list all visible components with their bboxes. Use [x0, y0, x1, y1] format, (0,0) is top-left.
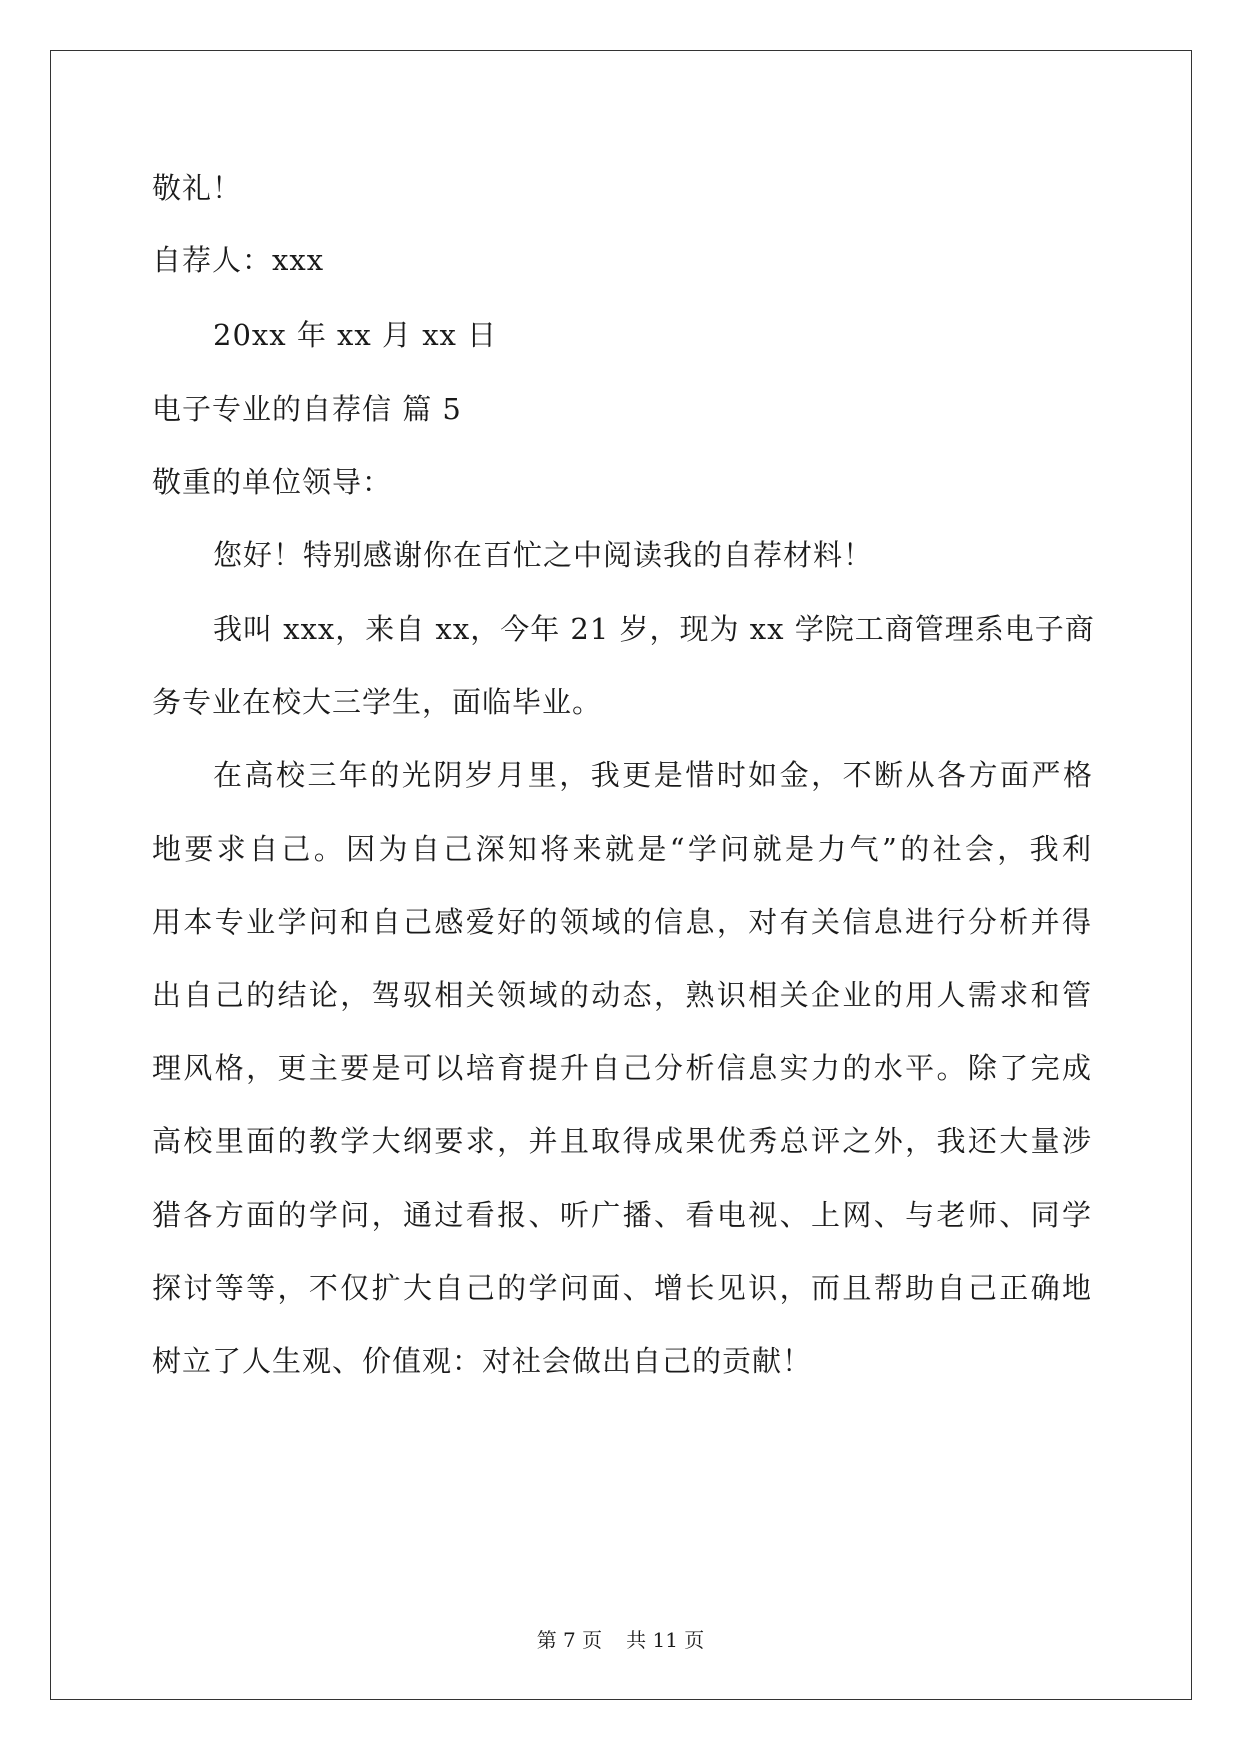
paragraph-line: 出自己的结论，驾驭相关领域的动态，熟识相关企业的用人需求和管: [152, 978, 1092, 1012]
page-footer: [0, 1627, 1241, 1653]
paragraph-line: 您好！特别感谢你在百忙之中阅读我的自荐材料！: [213, 538, 874, 572]
closing-line: 敬礼！: [152, 171, 243, 205]
section-title: 电子专业的自荐信 篇 5: [152, 392, 462, 426]
paragraph-line: 探讨等等，不仅扩大自己的学问面、增长见识，而且帮助自己正确地: [152, 1271, 1092, 1305]
page-total: 共 11 页: [626, 1628, 705, 1652]
date-line: 20xx 年 xx 月 xx 日: [213, 318, 498, 352]
paragraph-line: 高校里面的教学大纲要求，并且取得成果优秀总评之外，我还大量涉: [152, 1124, 1092, 1158]
paragraph-line: 我叫 xxx，来自 xx，今年 21 岁，现为 xx 学院工商管理系电子商: [213, 612, 1095, 646]
salutation-line: 敬重的单位领导：: [152, 465, 393, 499]
page-border: [50, 50, 1192, 1700]
page-number: 第 7 页: [536, 1628, 603, 1652]
paragraph-line: 用本专业学问和自己感爱好的领域的信息，对有关信息进行分析并得: [152, 905, 1092, 939]
paragraph-line: 在高校三年的光阴岁月里，我更是惜时如金，不断从各方面严格: [213, 758, 1093, 792]
paragraph-line: 地要求自己。因为自己深知将来就是“学问就是力气”的社会，我利: [152, 832, 1092, 866]
paragraph-line: 理风格，更主要是可以培育提升自己分析信息实力的水平。除了完成: [152, 1051, 1092, 1085]
paragraph-line: 树立了人生观、价值观：对社会做出自己的贡献！: [152, 1344, 813, 1378]
signer-line: 自荐人：xxx: [152, 243, 325, 277]
paragraph-line: 猎各方面的学问，通过看报、听广播、看电视、上网、与老师、同学: [152, 1198, 1092, 1232]
paragraph-line: 务专业在校大三学生，面临毕业。: [152, 685, 603, 719]
